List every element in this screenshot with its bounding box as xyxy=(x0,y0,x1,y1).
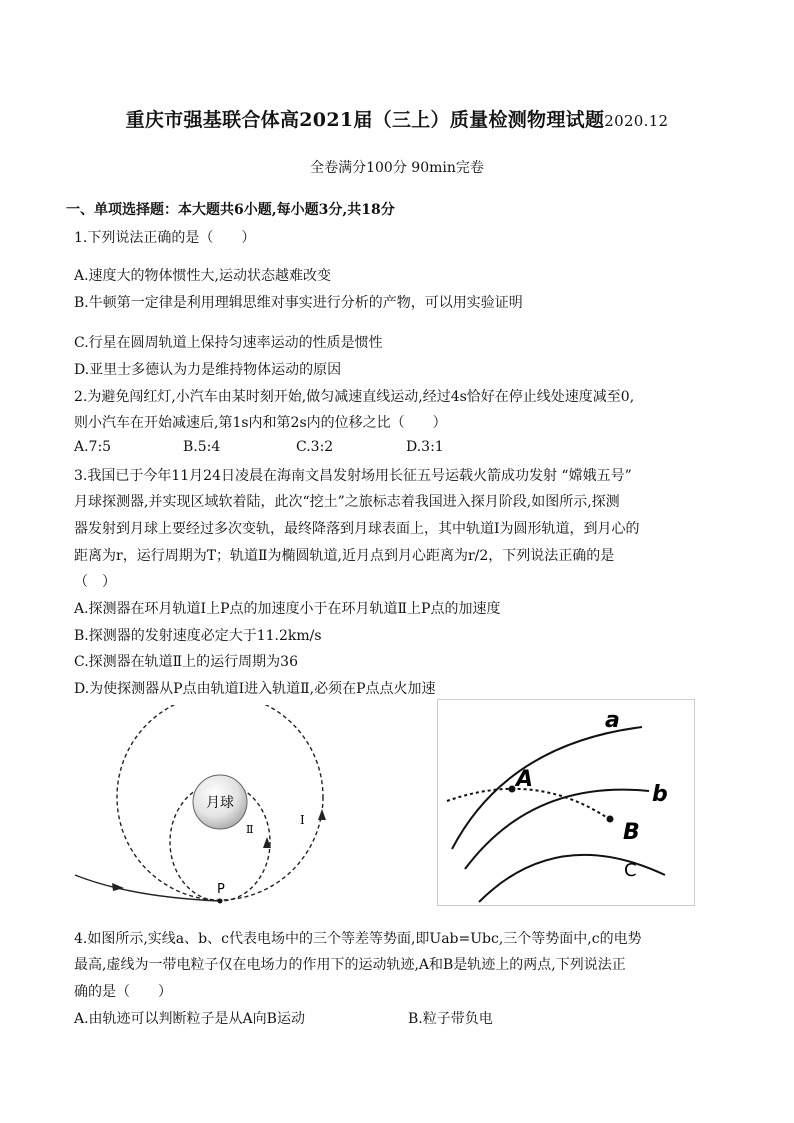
equipotential-line-a xyxy=(452,727,642,849)
q3-option-c: C.探测器在轨道Ⅱ上的运行周期为36 xyxy=(74,654,298,670)
point-p-marker xyxy=(218,899,223,904)
equipotential-line-c xyxy=(479,855,665,902)
line-b-label: b xyxy=(652,782,668,807)
q1-option-b: B.牛顿第一定律是利用理辑思维对事实进行分析的产物，可以用实验证明 xyxy=(74,295,523,311)
q3-stem-line5: （ ） xyxy=(74,574,116,590)
point-a-marker xyxy=(509,786,516,793)
q2-option-d: D.3:1 xyxy=(406,439,444,455)
q1-option-a: A.速度大的物体惯性大,运动状态越难改变 xyxy=(74,268,332,284)
q4-options xyxy=(74,1008,493,1028)
q4-stem-line3: 确的是（ ） xyxy=(74,984,172,1000)
q4-stem-line1: 4.如图所示,实线a、b、c代表电场中的三个等差等势面,即Uab=Ubc,三个等势面中,c的电势 xyxy=(74,931,642,947)
q2-stem-line1: 2.为避免闯红灯,小汽车由某时刻开始,做匀减速直线运动,经过4s恰好在停止线处速度减至0, xyxy=(74,389,635,405)
point-b-label: B xyxy=(623,820,640,845)
q2-option-c: C.3:2 xyxy=(296,439,334,455)
q3-option-a: A.探测器在环月轨道Ⅰ上P点的加速度小于在环月轨道Ⅱ上P点的加速度 xyxy=(74,601,501,617)
q3-stem-line4: 距离为r，运行周期为T；轨道Ⅱ为椭圆轨道,近月点到月心距离为r/2，下列说法正确的是 xyxy=(74,548,615,564)
q1-option-d: D.亚里士多德认为力是维持物体运动的原因 xyxy=(74,362,342,378)
q4-stem-line2: 最高,虚线为一带电粒子仅在电场力的作用下的运动轨迹,A和B是轨迹上的两点,下列说法正 xyxy=(74,957,626,973)
q3-stem-line1: 3.我国已于今年11月24日凌晨在海南文昌发射场用长征五号运载火箭成功发射 “嫦娥五号” xyxy=(74,468,632,484)
exam-date: 2020.12 xyxy=(604,112,669,130)
q2-options xyxy=(74,439,444,455)
q2-stem-line2: 则小汽车在开始减速后,第1s内和第2s内的位移之比（ ） xyxy=(74,415,447,431)
equipotential-figure xyxy=(437,699,695,906)
orbit-figure xyxy=(70,705,370,905)
q3-option-b: B.探测器的发射速度必定大于11.2km/s xyxy=(74,628,322,644)
q3-stem-line3: 器发射到月球上要经过多次变轨，最终降落到月球表面上，其中轨道Ⅰ为圆形轨道，到月心的 xyxy=(74,521,640,537)
exam-subtitle: 全卷满分100分 90min完卷 xyxy=(310,160,484,176)
line-c-label: C xyxy=(624,860,637,881)
q3-stem-line2: 月球探测器,并实现区域软着陆，此次“挖土”之旅标志着我国进入探月阶段,如图所示,探测 xyxy=(74,494,620,510)
point-b-marker xyxy=(607,816,614,823)
orbit-2-label: Ⅱ xyxy=(246,823,254,836)
section-heading: 一、单项选择题：本大题共6小题,每小题3分,共18分 xyxy=(66,202,395,218)
q3-option-d: D.为使探测器从P点由轨道Ⅰ进入轨道Ⅱ,必须在P点点火加速 xyxy=(74,681,436,697)
orbit-1-label: Ⅰ xyxy=(300,813,305,827)
q4-option-a: A.由轨迹可以判断粒子是从A向B运动 xyxy=(74,1011,305,1027)
point-p-label: P xyxy=(217,882,225,897)
orbit-1-arrow-icon xyxy=(318,809,326,820)
moon-label: 月球 xyxy=(206,795,234,811)
q1-stem: 1.下列说法正确的是（ ） xyxy=(74,230,256,246)
point-a-label: A xyxy=(516,767,534,792)
title-text: 重庆市强基联合体高2021届（三上）质量检测物理试题 xyxy=(125,109,605,131)
line-a-label: a xyxy=(605,708,620,733)
q2-option-b: B.5:4 xyxy=(183,439,221,455)
q4-option-b: B.粒子带负电 xyxy=(408,1011,493,1027)
q1-option-c: C.行星在圆周轨道上保持匀速率运动的性质是惯性 xyxy=(74,335,383,351)
q2-option-a: A.7:5 xyxy=(74,439,112,455)
page-title xyxy=(0,105,794,132)
